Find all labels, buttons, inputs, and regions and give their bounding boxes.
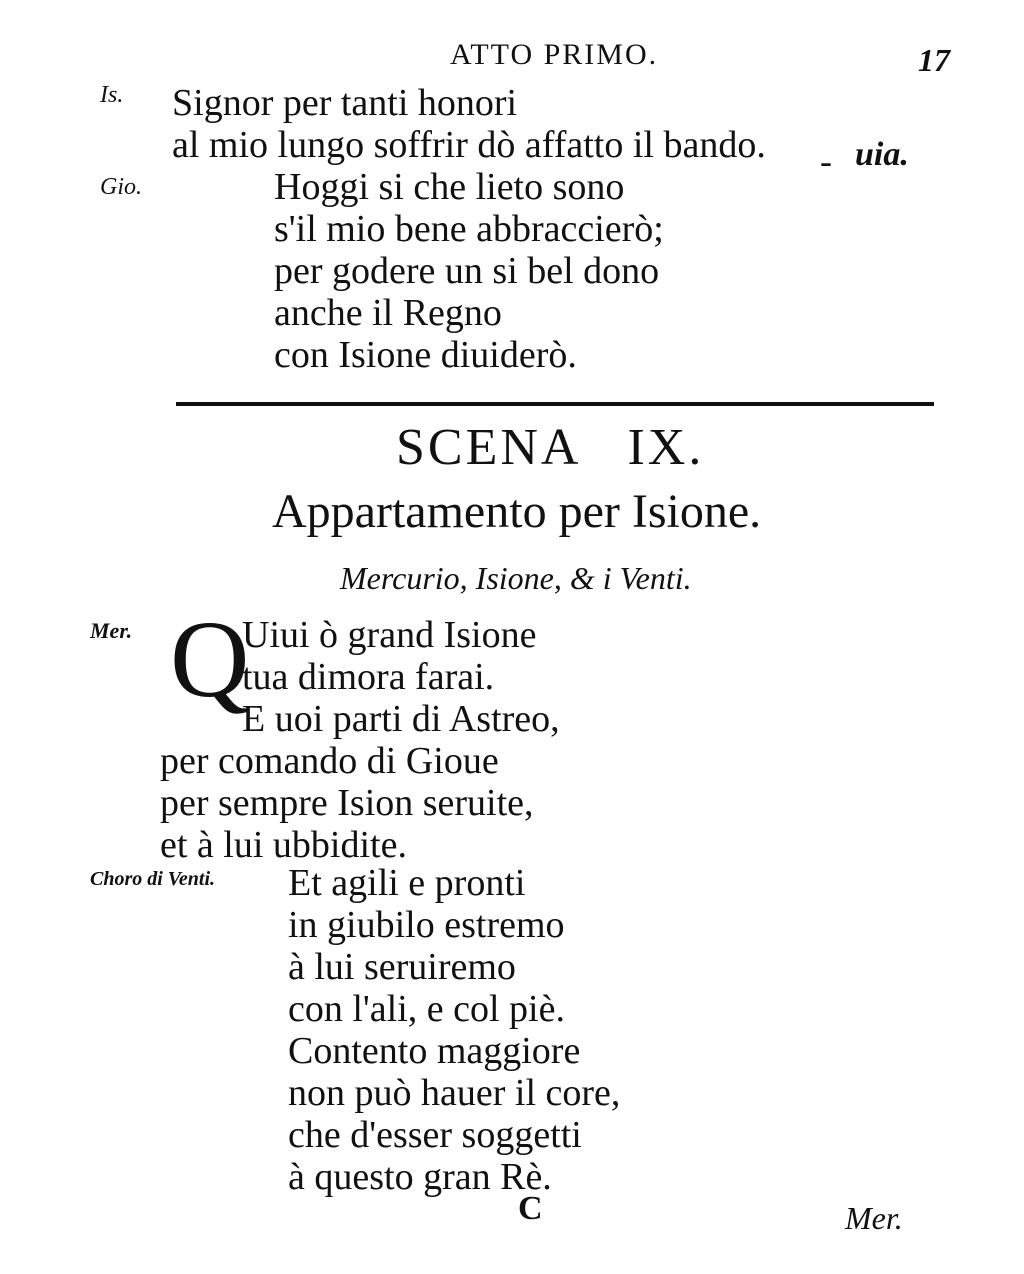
verse-line: Uiui ò grand Isione: [242, 614, 537, 656]
verse-line: con Isione diuiderò.: [274, 334, 577, 376]
scene-heading: [396, 418, 704, 477]
verse-line: al mio lungo soffrir dò affatto il bando.: [172, 124, 766, 166]
page-number: 17: [918, 42, 950, 78]
verse-line: per sempre Ision seruite,: [160, 782, 534, 824]
scene-persons: Mercurio, Isione, & i Venti.: [340, 560, 692, 596]
running-header: ATTO PRIMO.: [450, 38, 659, 71]
scene-number: IX.: [627, 419, 705, 476]
verse-line: con l'ali, e col piè.: [288, 988, 565, 1030]
verse-line: à questo gran Rè.: [288, 1156, 552, 1198]
verse-line: s'il mio bene abbraccierò;: [274, 208, 664, 250]
verse-line: per comando di Gioue: [160, 740, 499, 782]
verse-line: non può hauer il core,: [288, 1072, 621, 1114]
verse-line: Contento maggiore: [288, 1030, 581, 1072]
verse-line: in giubilo estremo: [288, 904, 565, 946]
verse-line: Signor per tanti honori: [172, 82, 518, 124]
verse-line: che d'esser soggetti: [288, 1114, 582, 1156]
verse-line: et à lui ubbidite.: [160, 824, 407, 866]
drop-cap: Q: [170, 598, 250, 720]
verse-line: Hoggi si che lieto sono: [274, 166, 625, 208]
margin-dash: -: [820, 141, 832, 181]
speaker-choro: Choro di Venti.: [90, 868, 216, 890]
signature-mark: C: [518, 1190, 543, 1227]
section-rule: [176, 402, 934, 406]
verse-line: E uoi parti di Astreo,: [242, 698, 560, 740]
verse-line: anche il Regno: [274, 292, 502, 334]
verse-line: Et agili e pronti: [288, 862, 526, 904]
verse-line: à lui seruiremo: [288, 946, 516, 988]
speaker-gio: Gio.: [100, 174, 142, 200]
verse-line: tua dimora farai.: [242, 656, 495, 698]
speaker-is: Is.: [100, 82, 124, 108]
verse-line: per godere un si bel dono: [274, 250, 660, 292]
margin-note: uia.: [855, 136, 909, 173]
scene-place: Appartamento per Isione.: [272, 485, 762, 538]
scene-word: SCENA: [396, 419, 582, 476]
catchword: Mer.: [845, 1200, 903, 1236]
speaker-mer: Mer.: [90, 618, 133, 643]
